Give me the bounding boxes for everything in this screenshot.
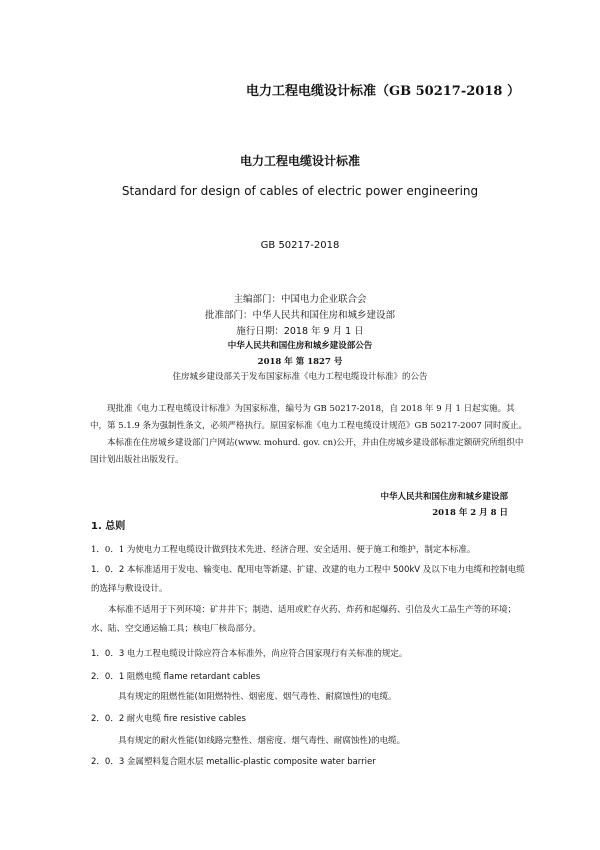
announcement-subject: 住房城乡建设部关于发布国家标准《电力工程电缆设计标准》的公告 xyxy=(172,372,428,382)
document-main-title: 电力工程电缆设计标准（GB 50217-2018 ） xyxy=(246,84,520,99)
clause-1-0-2-note: 本标准不适用于下列环境：矿井井下；制造、适用或贮存火药、炸药和起爆药、引信及火工品生产等的环境；水、陆、空交通运输工具；核电厂核岛部分。 xyxy=(91,605,517,634)
standard-title-cn: 电力工程电缆设计标准 xyxy=(239,154,360,168)
announcement-signer: 中华人民共和国住房和城乡建设部 xyxy=(380,492,508,502)
clause-1-0-1: 1．0．1 为使电力工程电缆设计做到技术先进、经济合理、安全适用、便于施工和维护，制定本标准。 xyxy=(91,545,476,555)
standard-code: GB 50217-2018 xyxy=(260,240,340,251)
announcement-issuer: 中华人民共和国住房和城乡建设部公告 xyxy=(227,341,373,351)
clause-2-0-1: 2．0．1 阻燃电缆 flame retardant cables xyxy=(91,672,261,682)
standard-title-en: Standard for design of cables of electric power engineering xyxy=(121,184,479,198)
effective-date: 施行日期：2018 年 9 月 1 日 xyxy=(236,326,364,337)
announcement-paragraph-1: 现批准《电力工程电缆设计标准》为国家标准，编号为 GB 50217-2018，自 2018 年 9 月 1 日起实施。其中，第 5.1.9 条为强制性条文，必须严格执行。原国家标准《电力工程电缆设计规范》GB 50217-2007 同时废止。 xyxy=(90,404,528,431)
clause-2-0-2: 2．0．2 耐火电缆 fire resistive cables xyxy=(91,714,246,724)
editor-department: 主编部门：中国电力企业联合会 xyxy=(233,294,367,305)
announcement-number: 2018 年 第 1827 号 xyxy=(257,357,343,367)
announcement-paragraph-2: 本标准在住房城乡建设部门户网站(www. mohurd. gov. cn)公开，并由住房城乡建设部标准定额研究所组织中国计划出版社出版发行。 xyxy=(90,438,524,465)
clause-1-0-2: 1．0．2 本标准适用于发电、输变电、配用电等新建、扩建、改建的电力工程中 500kV 及以下电力电缆和控制电缆的选择与敷设设计。 xyxy=(91,565,525,594)
approver-department: 批准部门：中华人民共和国住房和城乡建设部 xyxy=(204,310,395,321)
announcement-date: 2018 年 2 月 8 日 xyxy=(432,508,508,518)
clause-1-0-3: 1．0．3 电力工程电缆设计除应符合本标准外，尚应符合国家现行有关标准的规定。 xyxy=(91,649,408,659)
clause-2-0-1-definition: 具有规定的阻燃性能(如阻燃特性、烟密度、烟气毒性、耐腐蚀性)的电缆。 xyxy=(118,692,397,702)
section-heading-general: 1. 总则 xyxy=(91,521,126,532)
clause-2-0-3: 2．0．3 金属塑料复合阻水层 metallic-plastic composite water barrier xyxy=(91,757,376,767)
clause-2-0-2-definition: 具有规定的耐火性能(如线路完整性、烟密度、烟气毒性、耐腐蚀性)的电缆。 xyxy=(118,736,406,746)
